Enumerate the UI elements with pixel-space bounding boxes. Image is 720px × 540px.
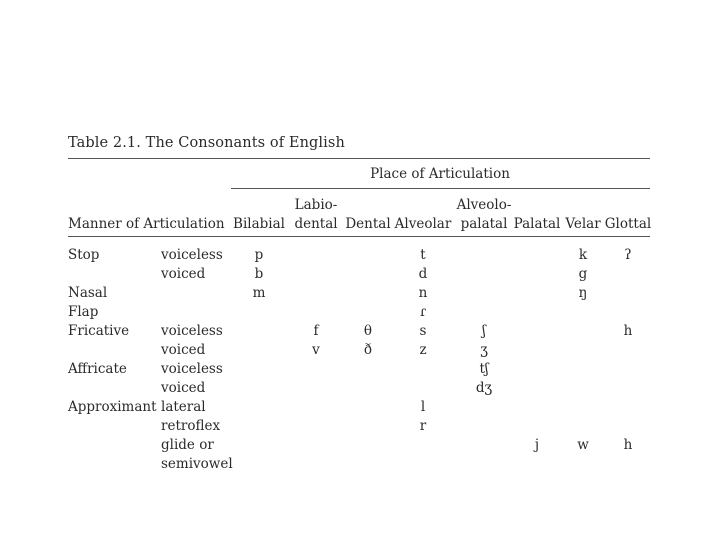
column-header: Alveolar bbox=[394, 216, 452, 232]
consonant-symbol: f bbox=[313, 323, 319, 339]
consonant-symbol: tʃ bbox=[479, 361, 489, 377]
voicing-label: lateral bbox=[161, 399, 206, 415]
column-header-line1: Labio- bbox=[294, 197, 338, 213]
consonant-symbol: v bbox=[312, 342, 320, 358]
manner-label: Stop bbox=[68, 247, 100, 263]
consonant-symbol: ʃ bbox=[482, 323, 486, 339]
top-rule bbox=[68, 158, 650, 159]
voicing-label: semivowel bbox=[161, 456, 233, 472]
manner-label: Approximant bbox=[68, 399, 157, 415]
consonant-symbol: dʒ bbox=[475, 380, 493, 396]
voicing-label: glide or bbox=[161, 437, 214, 453]
manner-label: Affricate bbox=[68, 361, 127, 377]
voicing-label: retroflex bbox=[161, 418, 221, 434]
consonant-symbol: ɾ bbox=[419, 304, 427, 320]
consonant-symbol: θ bbox=[363, 323, 373, 339]
header-rule bbox=[68, 236, 650, 237]
voicing-label: voiced bbox=[161, 380, 206, 396]
consonant-symbol: ŋ bbox=[578, 285, 588, 301]
consonant-symbol: k bbox=[578, 247, 588, 263]
consonant-symbol: j bbox=[534, 437, 540, 453]
table-caption: Table 2.1. The Consonants of English bbox=[68, 135, 345, 151]
consonant-symbol: s bbox=[419, 323, 427, 339]
column-header: Dental bbox=[345, 216, 391, 232]
voicing-label: voiced bbox=[161, 342, 206, 358]
consonant-symbol: n bbox=[418, 285, 428, 301]
column-header-line1: Alveolo- bbox=[456, 197, 512, 213]
manner-label: Flap bbox=[68, 304, 99, 320]
voicing-label: voiceless bbox=[161, 323, 223, 339]
consonant-symbol: h bbox=[623, 323, 633, 339]
voicing-label: voiced bbox=[161, 266, 206, 282]
manner-label: Nasal bbox=[68, 285, 108, 301]
consonant-symbol: d bbox=[418, 266, 428, 282]
consonant-symbol: m bbox=[252, 285, 266, 301]
group-rule bbox=[231, 188, 650, 189]
column-header: Glottal bbox=[604, 216, 652, 232]
group-header: Place of Articulation bbox=[370, 166, 510, 182]
consonant-symbol: r bbox=[419, 418, 427, 434]
column-header: Bilabial bbox=[233, 216, 285, 232]
manner-label: Fricative bbox=[68, 323, 130, 339]
column-header: palatal bbox=[460, 216, 508, 232]
consonant-symbol: ʒ bbox=[480, 342, 488, 358]
voicing-label: voiceless bbox=[161, 247, 223, 263]
consonant-symbol: ʔ bbox=[624, 247, 632, 263]
column-header: dental bbox=[294, 216, 338, 232]
consonant-symbol: p bbox=[254, 247, 264, 263]
voicing-label: voiceless bbox=[161, 361, 223, 377]
consonant-symbol: w bbox=[577, 437, 589, 453]
consonant-symbol: t bbox=[420, 247, 426, 263]
stub-header: Manner of Articulation bbox=[68, 216, 225, 232]
consonant-symbol: g bbox=[578, 266, 588, 282]
consonant-symbol: ð bbox=[363, 342, 373, 358]
column-header: Palatal bbox=[513, 216, 561, 232]
column-header: Velar bbox=[565, 216, 601, 232]
consonant-symbol: l bbox=[420, 399, 426, 415]
consonant-symbol: z bbox=[419, 342, 427, 358]
consonant-symbol: h bbox=[623, 437, 633, 453]
consonant-symbol: b bbox=[254, 266, 264, 282]
